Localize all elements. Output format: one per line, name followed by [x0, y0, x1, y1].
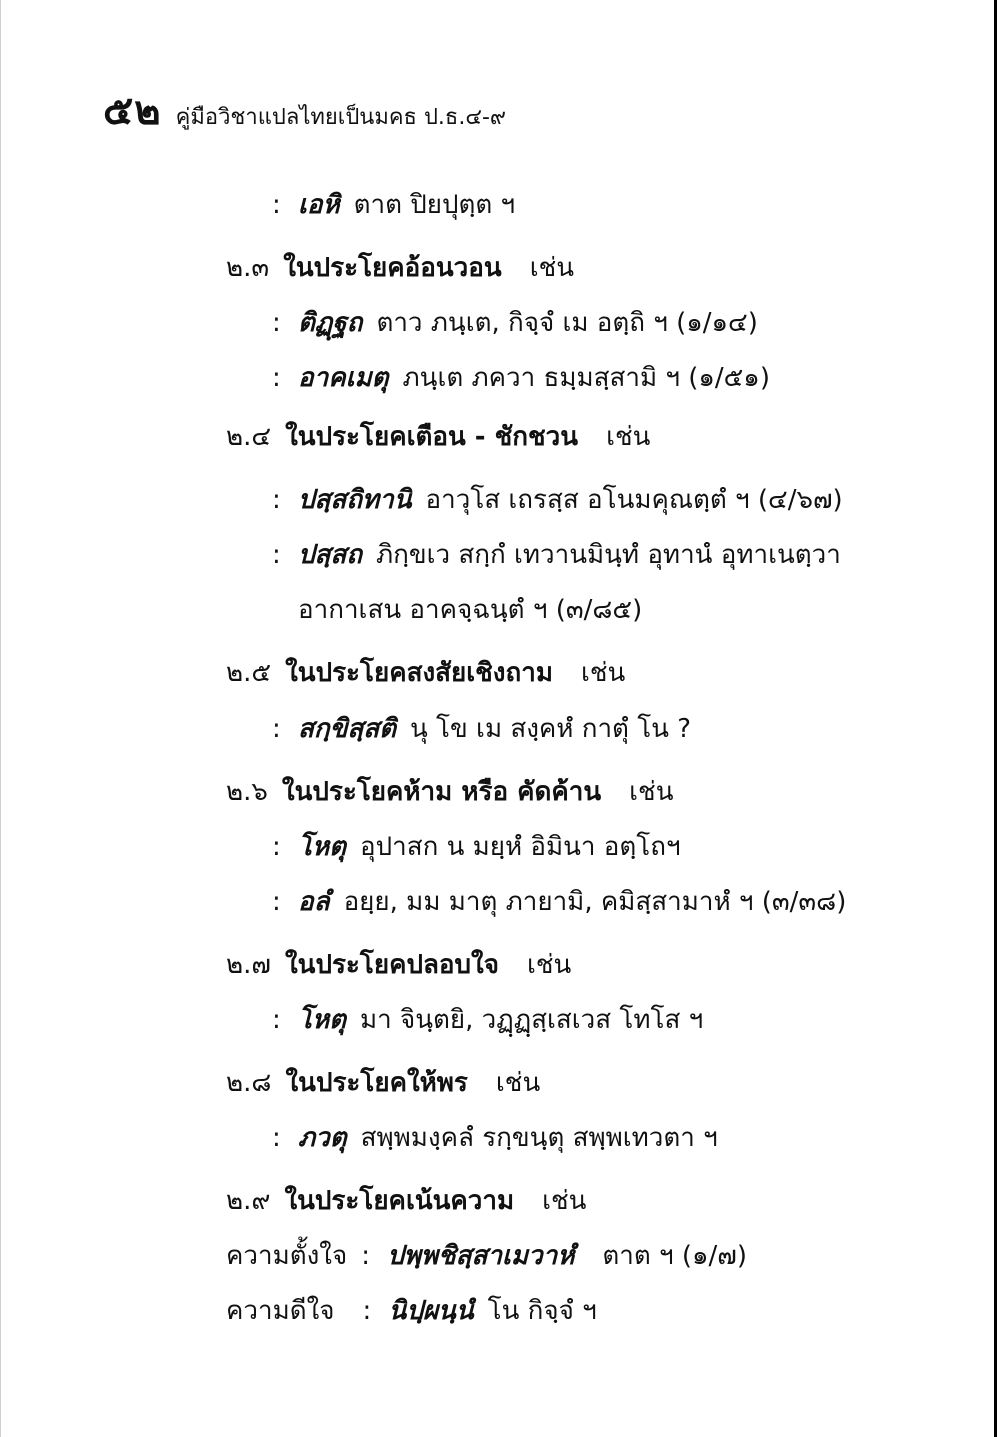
example-line [272, 1007, 703, 1033]
section-number: ๒.๕ [226, 658, 272, 688]
example-line [272, 889, 846, 915]
example-text: ภิกฺขเว สกฺกํ เทวานมินฺทํ อุทานํ อุทาเนตฺวา [375, 540, 841, 570]
pali-keyword: ติฏฺฐถ [298, 308, 363, 338]
section-number: ๒.๖ [226, 777, 268, 807]
example-text: ตาว ภนฺเต, กิจฺจํ เม อตฺถิ ฯ (๑/๑๔) [376, 308, 758, 338]
section-heading [226, 1188, 586, 1214]
colon: : [272, 190, 281, 220]
colon: : [272, 887, 281, 917]
section-heading [226, 424, 650, 450]
section-heading [226, 660, 625, 686]
example-text: ตาต ปิยปุตฺต ฯ [353, 190, 516, 220]
pali-keyword: ปพฺพชิสฺสาเมวาหํ [387, 1241, 575, 1271]
example-text: อยฺย, มม มาตุ ภายามิ, คมิสฺสามาหํ ฯ (๓/๓๘) [343, 887, 847, 917]
section-tail: เช่น [495, 1068, 541, 1098]
section-number: ๒.๓ [226, 253, 270, 283]
emphasis-line [226, 1298, 597, 1324]
section-title: ในประโยคให้พร [285, 1068, 468, 1098]
section-heading [226, 779, 673, 805]
section-number: ๒.๗ [226, 950, 271, 980]
section-title: ในประโยคสงสัยเชิงถาม [285, 658, 553, 688]
section-tail: เช่น [526, 950, 572, 980]
section-tail: เช่น [629, 777, 674, 807]
section-heading [226, 952, 571, 978]
emphasis-line [226, 1243, 747, 1269]
example-text: ตาต ฯ (๑/๗) [602, 1241, 747, 1271]
section-heading [226, 255, 574, 281]
example-line [272, 1125, 718, 1151]
pali-keyword: เอหิ [298, 190, 340, 220]
pali-keyword: ปสฺสถ [298, 540, 362, 570]
colon: : [272, 308, 281, 338]
emphasis-label: ความตั้งใจ [226, 1241, 348, 1271]
section-tail: เช่น [580, 658, 626, 688]
example-text: อุปาสก น มยฺหํ อิมินา อตฺโถฯ [360, 832, 681, 862]
example-text: อาวุโส เถรสฺส อโนมคุณตฺตํ ฯ (๔/๖๗) [425, 485, 843, 515]
example-line [272, 192, 515, 218]
example-text: มา จินฺตยิ, วฏฺฏฺสฺเสเวส โทโส ฯ [360, 1005, 704, 1035]
section-number: ๒.๙ [226, 1186, 271, 1216]
pali-keyword: โหตุ [298, 832, 346, 862]
example-line [272, 487, 843, 513]
section-tail: เช่น [606, 422, 651, 452]
pali-keyword: นิปฺผนฺนํ [388, 1296, 474, 1326]
colon: : [272, 485, 281, 515]
colon: : [272, 1005, 281, 1035]
example-text: ภนฺเต ภควา ธมฺมสฺสามิ ฯ (๑/๕๑) [402, 363, 770, 393]
page-header [103, 78, 506, 142]
pali-keyword: อลํ [298, 887, 330, 917]
example-text: นุ โข เม สงฺคหํ กาตุํ โน ? [410, 714, 692, 744]
colon: : [272, 832, 281, 862]
section-number: ๒.๘ [226, 1068, 272, 1098]
page-number: ๕๒ [103, 88, 162, 134]
example-line [272, 310, 758, 336]
section-tail: เช่น [542, 1186, 587, 1216]
pali-keyword: ภวตุ [298, 1123, 347, 1153]
colon: : [272, 540, 281, 570]
pali-keyword: สกฺขิสฺสติ [298, 714, 397, 744]
section-heading [226, 1070, 540, 1096]
book-title: คู่มือวิชาแปลไทยเป็นมคธ ป.ธ.๔-๙ [175, 105, 507, 130]
emphasis-label: ความดีใจ [226, 1296, 335, 1326]
colon: : [361, 1241, 371, 1271]
pali-keyword: โหตุ [298, 1005, 346, 1035]
example-line [272, 365, 770, 391]
colon: : [272, 363, 281, 393]
section-title: ในประโยคอ้อนวอน [283, 253, 502, 283]
section-number: ๒.๔ [226, 422, 272, 452]
pali-keyword: ปสฺสถิทานิ [298, 485, 412, 515]
colon: : [272, 714, 281, 744]
example-line [272, 542, 841, 568]
colon: : [272, 1123, 281, 1153]
section-tail: เช่น [529, 253, 574, 283]
example-line [272, 834, 681, 860]
section-title: ในประโยคปลอบใจ [284, 950, 499, 980]
example-text: อากาเสน อาคจฺฉนฺตํ ฯ (๓/๘๕) [298, 595, 643, 625]
section-title: ในประโยคเน้นความ [284, 1186, 515, 1216]
section-title: ในประโยคเตือน - ชักชวน [285, 422, 579, 452]
example-text: สพฺพมงฺคลํ รกฺขนฺตุ สพฺพเทวตา ฯ [360, 1123, 718, 1153]
example-text: โน กิจฺจํ ฯ [487, 1296, 597, 1326]
section-title: ในประโยคห้าม หรือ คัดค้าน [281, 777, 602, 807]
example-line [272, 716, 691, 742]
pali-keyword: อาคเมตุ [298, 363, 389, 393]
colon: : [362, 1296, 372, 1326]
continuation-line [298, 597, 642, 623]
